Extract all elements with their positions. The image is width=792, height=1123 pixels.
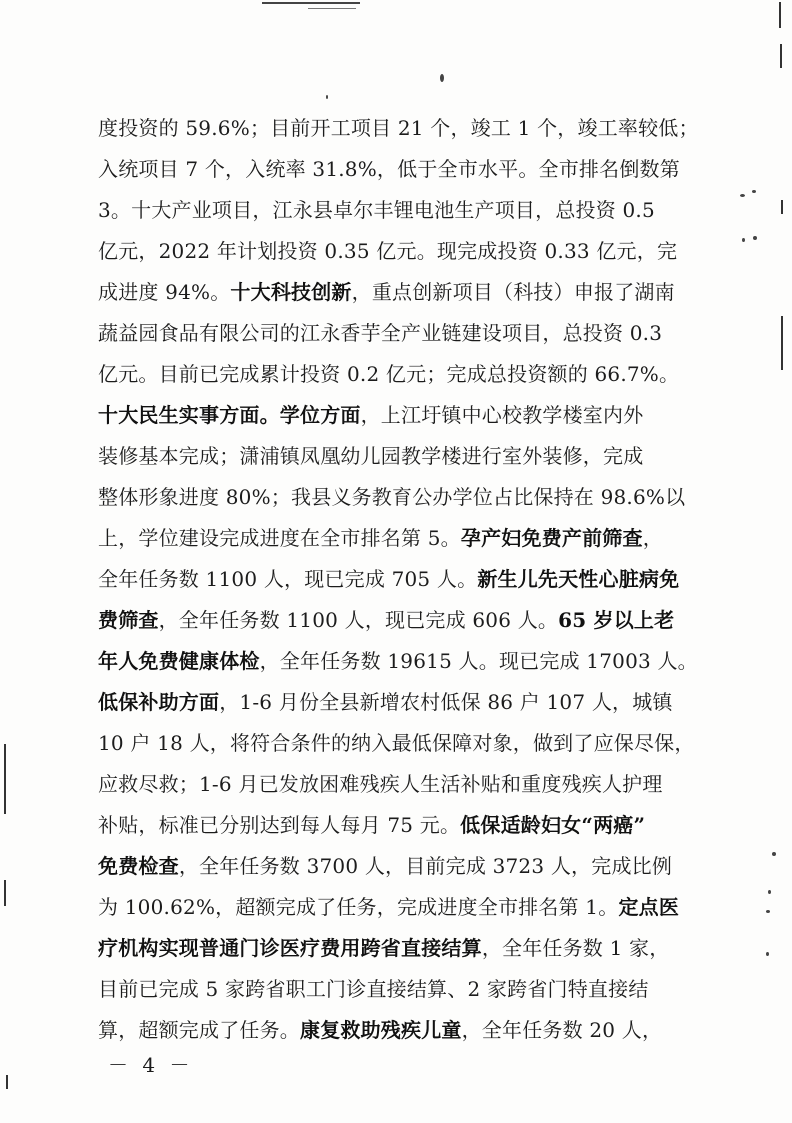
text-span: 装修基本完成；潇浦镇凤凰幼儿园教学楼进行室外装修，完成: [98, 444, 644, 468]
text-span: 3。十大产业项目，江永县卓尔丰锂电池生产项目，总投资 0.5: [98, 198, 655, 222]
scan-speck: [753, 236, 757, 240]
scan-header-rule-secondary: [308, 8, 356, 9]
text-line: [98, 108, 698, 149]
text-line: [98, 928, 698, 969]
text-span: 入统项目 7 个，入统率 31.8%，低于全市水平。全市排名倒数第: [98, 157, 680, 181]
scan-edge-mark: [781, 316, 783, 370]
bold-phrase: 65 岁以上老: [558, 608, 675, 632]
scan-edge-mark: [6, 1075, 8, 1089]
text-line: [98, 764, 698, 805]
text-line: [98, 436, 698, 477]
text-span: 算，超额完成了任务。: [98, 1018, 300, 1042]
text-line: [98, 477, 698, 518]
scan-edge-mark: [779, 2, 781, 28]
scan-speck: [326, 95, 328, 99]
page-number: － 4 －: [108, 1053, 194, 1077]
text-line: [98, 149, 698, 190]
text-line: [98, 641, 698, 682]
text-span: ，全年任务数 1 家，: [481, 936, 670, 960]
text-line: [98, 1010, 698, 1051]
bold-phrase: 免费检查: [98, 854, 179, 878]
bold-phrase: 疗机构实现普通门诊医疗费用跨省直接结算: [98, 936, 482, 960]
text-span: ，: [642, 526, 663, 550]
scan-speck: [768, 890, 771, 894]
text-span: 目前已完成 5 家跨省职工门诊直接结算、2 家跨省门特直接结: [98, 977, 649, 1001]
text-line: [98, 559, 698, 600]
scan-edge-mark: [781, 200, 783, 214]
scan-edge-mark: [780, 44, 782, 68]
text-line: [98, 600, 698, 641]
text-line: [98, 272, 698, 313]
text-line: [98, 805, 698, 846]
scan-speck: [752, 190, 756, 193]
bold-phrase: 十大科技创新: [230, 280, 352, 304]
text-span: 10 户 18 人，将符合条件的纳入最低保障对象，做到了应保尽保，: [98, 731, 695, 755]
scan-speck: [740, 194, 745, 197]
bold-phrase: 费筛查: [98, 608, 159, 632]
scan-speck: [766, 910, 770, 913]
bold-phrase: 十大民生实事方面。学位方面: [98, 403, 361, 427]
bold-phrase: 康复救助残疾儿童: [300, 1018, 462, 1042]
text-span: 为 100.62%，超额完成了任务，完成进度全市排名第 1。: [98, 895, 619, 919]
text-line: [98, 313, 698, 354]
bold-phrase: 低保补助方面: [98, 690, 220, 714]
text-span: 全年任务数 1100 人，现已完成 705 人。: [98, 567, 478, 591]
text-span: 度投资的 59.6%；目前开工项目 21 个，竣工 1 个，竣工率较低；: [98, 116, 699, 140]
text-span: 上，学位建设完成进度在全市排名第 5。: [98, 526, 461, 550]
text-span: ，重点创新项目（科技）申报了湖南: [351, 280, 675, 304]
scan-speck: [766, 952, 769, 956]
text-line: [98, 682, 698, 723]
scan-edge-mark: [4, 744, 6, 814]
text-line: [98, 887, 698, 928]
scan-speck: [742, 238, 745, 242]
text-line: [98, 231, 698, 272]
text-span: 亿元，2022 年计划投资 0.35 亿元。现完成投资 0.33 亿元，完: [98, 239, 678, 263]
bold-phrase: 年人免费健康体检: [98, 649, 260, 673]
text-span: ，1-6 月份全县新增农村低保 86 户 107 人，城镇: [219, 690, 673, 714]
text-span: 成进度 94%。: [98, 280, 231, 304]
text-line: [98, 190, 698, 231]
bold-phrase: 新生儿先天性心脏病免: [477, 567, 680, 591]
scan-header-rule: [262, 2, 360, 4]
text-span: 应救尽救；1-6 月已发放困难残疾人生活补贴和重度残疾人护理: [98, 772, 663, 796]
bold-phrase: 低保适龄妇女“两癌”: [460, 813, 646, 837]
text-line: [98, 354, 698, 395]
text-span: 蔬益园食品有限公司的江永香芋全产业链建设项目，总投资 0.3: [98, 321, 663, 345]
text-span: 补贴，标准已分别达到每人每月 75 元。: [98, 813, 461, 837]
bold-phrase: 定点医: [618, 895, 680, 919]
text-line: [98, 395, 698, 436]
body-text: [98, 108, 698, 1051]
text-line: [98, 518, 698, 559]
bold-phrase: 孕产妇免费产前筛查: [460, 526, 643, 550]
text-span: 亿元。目前已完成累计投资 0.2 亿元；完成总投资额的 66.7%。: [98, 362, 680, 386]
text-span: 整体形象进度 80%；我县义务教育公办学位占比保持在 98.6%以: [98, 485, 686, 509]
text-span: ，上江圩镇中心校教学楼室内外: [360, 403, 644, 427]
text-span: ，全年任务数 20 人，: [461, 1018, 663, 1042]
text-span: ，全年任务数 3700 人，目前完成 3723 人，完成比例: [178, 854, 673, 878]
text-span: ，全年任务数 1100 人，现已完成 606 人。: [158, 608, 559, 632]
scan-speck: [440, 74, 444, 82]
text-line: [98, 846, 698, 887]
scan-edge-mark: [4, 880, 6, 906]
text-line: [98, 969, 698, 1010]
text-line: [98, 723, 698, 764]
scan-speck: [772, 852, 776, 856]
text-span: ，全年任务数 19615 人。现已完成 17003 人。: [259, 649, 698, 673]
